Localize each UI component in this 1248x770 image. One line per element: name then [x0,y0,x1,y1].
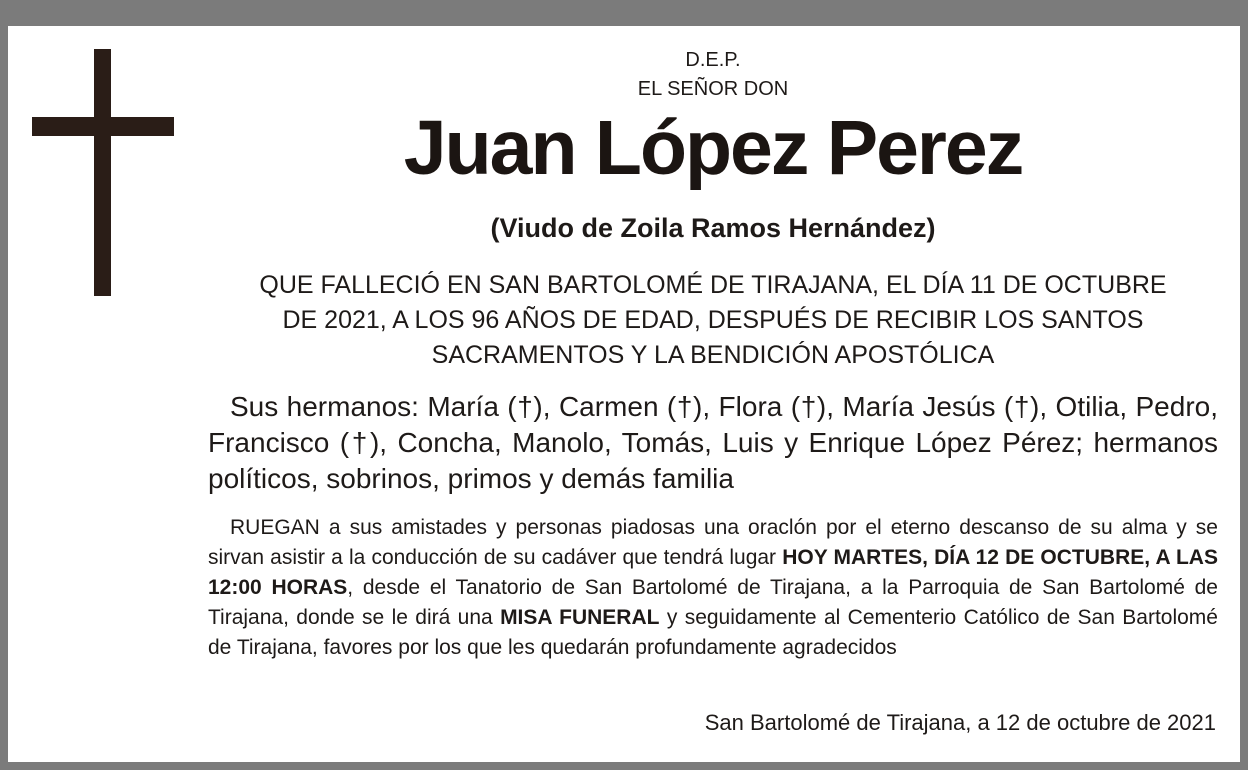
spouse-note: (Viudo de Zoila Ramos Hernández) [490,213,936,243]
place-and-date: San Bartolomé de Tirajana, a 12 de octubre de 2021 [704,710,1216,735]
cross-horizontal-bar [32,117,174,136]
family-list: Sus hermanos: María (†), Carmen (†), Flora (†), María Jesús (†), Otilia, Pedro, Francisco (†), Concha, Manolo, Tomás, Luis y Enrique López Pérez; hermanos políticos, sobrinos, primos y demás familia [208,391,1218,494]
funeral-text-3: y seguidamente al Cementerio Católico de San Bartolomé de Tirajana, favores por los que les quedarán profundamente agradecidos [208,606,1218,659]
funeral-date-time: HOY MARTES, DÍA 12 DE OCTUBRE, A LAS 12:00 HORAS [208,546,1218,599]
death-announcement: QUE FALLECIÓ EN SAN BARTOLOMÉ DE TIRAJANA, EL DÍA 11 DE OCTUBRE DE 2021, A LOS 96 AÑOS DE EDAD, DESPUÉS DE RECIBIR LOS SANTOS SACRAMENTOS Y LA BENDICIÓN APOSTÓLICA [259,271,1167,369]
deceased-name: Juan López Perez [403,105,1023,191]
funeral-details [208,513,1218,663]
funeral-text-1: RUEGAN a sus amistades y personas piadosas una oraclón por el eterno descanso de su alma y se sirvan asistir a la conducción de su cadáver que tendrá lugar [208,516,1218,569]
honorific: EL SEÑOR DON [637,78,789,100]
funeral-mass: MISA FUNERAL [500,606,660,629]
cross-vertical-bar [94,49,111,296]
dep-heading: D.E.P. [685,49,741,71]
funeral-text-2: , desde el Tanatorio de San Bartolomé de Tirajana, a la Parroquia de San Bartolomé de Tirajana, donde se le dirá una [208,576,1218,629]
